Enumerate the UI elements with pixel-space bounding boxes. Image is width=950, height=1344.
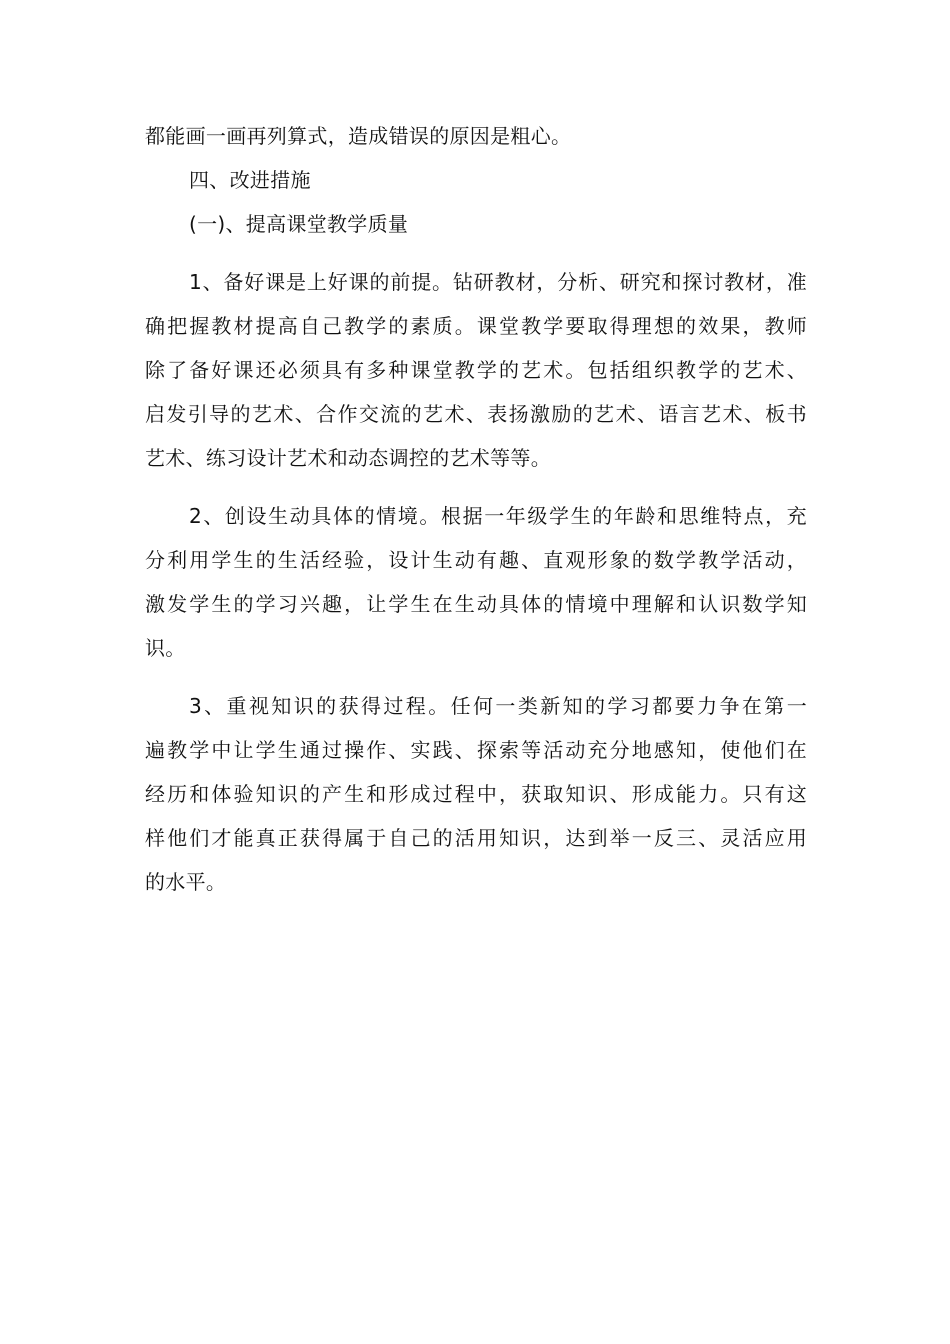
- paragraph-line: 1、备好课是上好课的前提。钻研教材，分析、研究和探讨教材，准: [189, 270, 807, 294]
- paragraph-line: 识。: [145, 636, 186, 660]
- paragraph-line: 分利用学生的生活经验，设计生动有趣、直观形象的数学教学活动，: [145, 548, 807, 572]
- subsection-heading: (一)、提高课堂教学质量: [189, 212, 409, 236]
- paragraph-line: 的水平。: [145, 870, 227, 894]
- paragraph-line: 2、创设生动具体的情境。根据一年级学生的年龄和思维特点，充: [189, 504, 807, 528]
- paragraph-line: 经历和体验知识的产生和形成过程中，获取知识、形成能力。只有这: [145, 782, 807, 806]
- paragraph-3: [145, 684, 807, 904]
- paragraph-2: [145, 494, 807, 670]
- document-body: [145, 114, 807, 904]
- paragraph-line: 样他们才能真正获得属于自己的活用知识，达到举一反三、灵活应用: [145, 826, 807, 850]
- paragraph-line: 确把握教材提高自己教学的素质。课堂教学要取得理想的效果，教师: [145, 314, 807, 338]
- paragraph-line: 遍教学中让学生通过操作、实践、探索等活动充分地感知，使他们在: [145, 738, 807, 762]
- paragraph-line: 艺术、练习设计艺术和动态调控的艺术等等。: [145, 446, 551, 470]
- paragraph-line: 除了备好课还必须具有多种课堂教学的艺术。包括组织教学的艺术、: [145, 358, 807, 382]
- paragraph-1: [145, 260, 807, 480]
- paragraph-line: 启发引导的艺术、合作交流的艺术、表扬激励的艺术、语言艺术、板书: [145, 402, 807, 426]
- continued-text-line: 都能画一画再列算式，造成错误的原因是粗心。: [145, 124, 572, 148]
- paragraph-line: 3、重视知识的获得过程。任何一类新知的学习都要力争在第一: [189, 694, 807, 718]
- paragraph-line: 激发学生的学习兴趣，让学生在生动具体的情境中理解和认识数学知: [145, 592, 807, 616]
- section-heading: 四、改进措施: [189, 168, 311, 192]
